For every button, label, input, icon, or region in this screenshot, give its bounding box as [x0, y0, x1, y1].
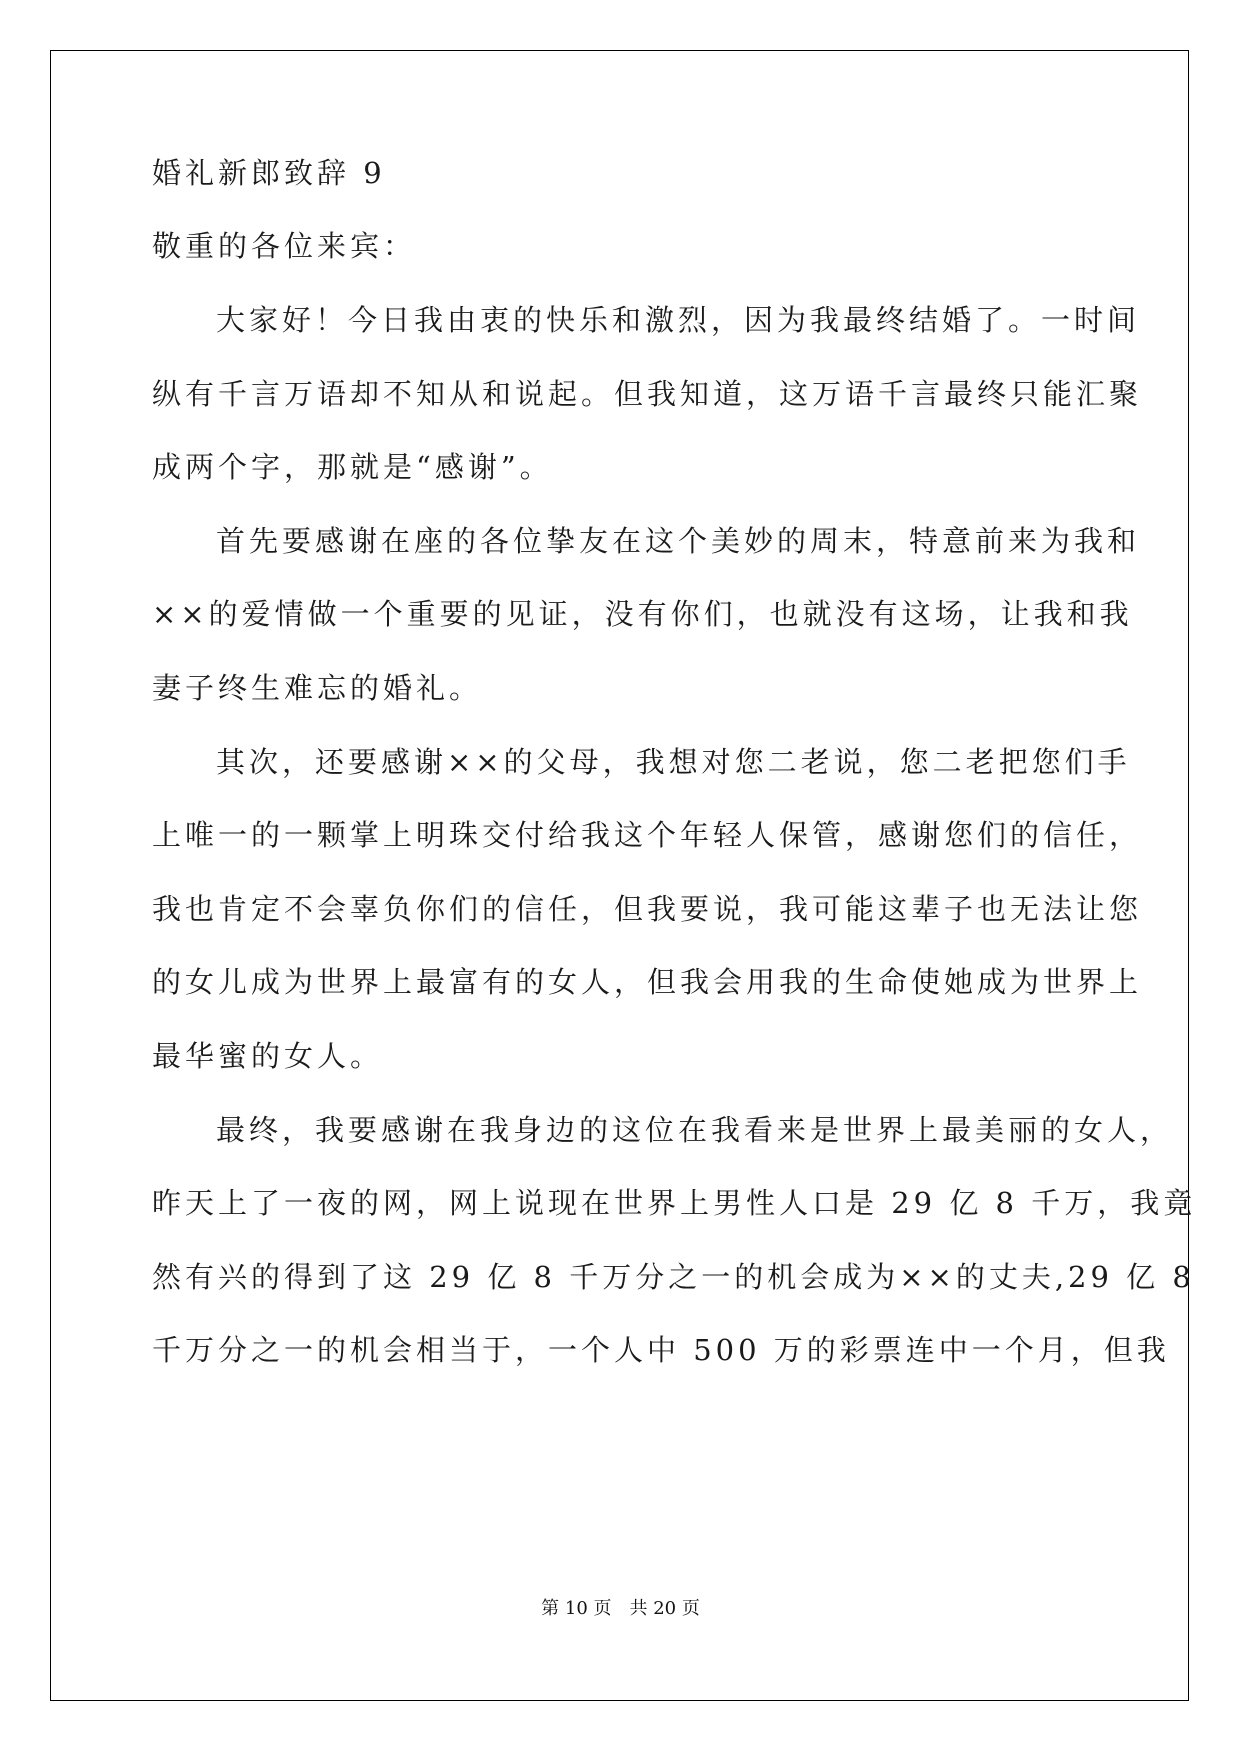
- paragraph-line: 其次，还要感谢××的父母，我想对您二老说，您二老把您们手: [216, 745, 1131, 779]
- paragraph-line: 大家好！今日我由衷的快乐和激烈，因为我最终结婚了。一时间: [216, 303, 1141, 337]
- paragraph-line: 最终，我要感谢在我身边的这位在我看来是世界上最美丽的女人，: [216, 1113, 1174, 1147]
- paragraph-line: 最华蜜的女人。: [152, 1039, 384, 1073]
- paragraph-line: 的女儿成为世界上最富有的女人，但我会用我的生命使她成为世界上: [152, 965, 1143, 999]
- salutation: 敬重的各位来宾：: [152, 229, 417, 263]
- paragraph-line: 纵有千言万语却不知从和说起。但我知道，这万语千言最终只能汇聚: [152, 377, 1143, 411]
- paragraph-line: 我也肯定不会辜负你们的信任，但我要说，我可能这辈子也无法让您: [152, 892, 1143, 926]
- paragraph-line: 千万分之一的机会相当于，一个人中 500 万的彩票连中一个月，但我: [152, 1333, 1170, 1367]
- paragraph-line: ××的爱情做一个重要的见证，没有你们，也就没有这场，让我和我: [152, 597, 1133, 631]
- document-title: 婚礼新郎致辞 9: [152, 156, 386, 190]
- paragraph-line: 成两个字，那就是“感谢”。: [152, 450, 553, 484]
- paragraph-line: 妻子终生难忘的婚礼。: [152, 671, 483, 705]
- page-border: [50, 50, 1189, 1701]
- paragraph-line: 然有兴的得到了这 29 亿 8 千万分之一的机会成为××的丈夫,29 亿 8: [152, 1260, 1195, 1294]
- paragraph-line: 上唯一的一颗掌上明珠交付给我这个年轻人保管，感谢您们的信任，: [152, 818, 1143, 852]
- paragraph-line: 昨天上了一夜的网，网上说现在世界上男性人口是 29 亿 8 千万，我竟: [152, 1186, 1197, 1220]
- page-number: 第 10 页 共 20 页: [541, 1598, 700, 1619]
- paragraph-line: 首先要感谢在座的各位挚友在这个美妙的周末，特意前来为我和: [216, 524, 1141, 558]
